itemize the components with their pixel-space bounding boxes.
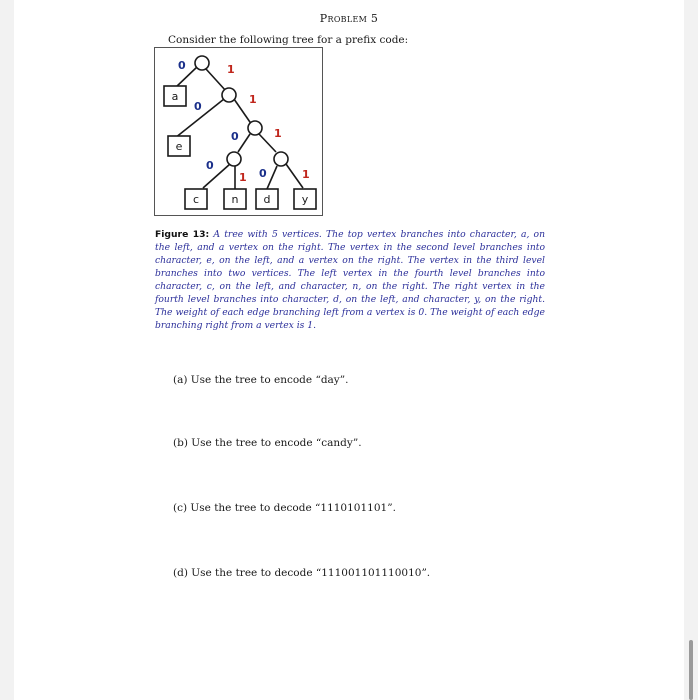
left-margin (0, 0, 14, 700)
problem-intro: Consider the following tree for a prefix code: (168, 34, 409, 46)
figure-caption (155, 228, 545, 332)
question-d: (d) Use the tree to decode “111001101110010”. (173, 567, 431, 579)
label-root-right: 1 (227, 63, 235, 76)
caption-text: A tree with 5 vertices. The top vertex branches into character, a, on the left, and a vertex on the right. The vertex in the second level branches into character, e, on the left, and a vertex on the right. The vertex in the third level branches into two vertices. The left vertex in the fourth level branches into character, c, on the left, and character, n, on the right. The right vertex in the fourth level branches into character, d, on the left, and character, y, on the right. The weight of each edge branching left from a vertex is 0. The weight of each edge branching right from a vertex is 1. (155, 229, 546, 331)
leaf-a: a (171, 90, 179, 103)
problem-title: Problem 5 (319, 12, 379, 25)
label-root-left: 0 (178, 59, 186, 72)
question-a: (a) Use the tree to encode “day”. (173, 374, 349, 386)
label-level3-left: 0 (231, 130, 239, 143)
label-level4a-left: 0 (206, 159, 214, 172)
caption-lead: Figure 13: (155, 229, 210, 240)
vertex-level2 (222, 88, 236, 102)
scrollbar-thumb[interactable] (689, 640, 693, 700)
leaf-c: c (192, 193, 200, 206)
leaf-y: y (301, 193, 309, 206)
edge-v3-v4a (238, 134, 250, 152)
label-level2-left: 0 (194, 100, 202, 113)
vertex-level4-right (274, 152, 288, 166)
label-level4a-right: 1 (239, 171, 247, 184)
label-level4b-left: 0 (259, 167, 267, 180)
leaf-n: n (231, 193, 239, 206)
label-level2-right: 1 (249, 93, 257, 106)
label-level3-right: 1 (274, 127, 282, 140)
scrollbar-track[interactable] (684, 0, 698, 700)
tree-diagram (155, 48, 322, 215)
edge-v4b-d (267, 166, 277, 189)
label-level4b-right: 1 (302, 168, 310, 181)
question-b: (b) Use the tree to encode “candy”. (173, 437, 362, 449)
leaf-d: d (263, 193, 271, 206)
question-c: (c) Use the tree to decode “1110101101”. (173, 502, 396, 514)
prefix-code-tree (154, 47, 323, 216)
leaf-e: e (175, 140, 183, 153)
vertex-level4-left (227, 152, 241, 166)
edge-root-v2 (206, 69, 226, 91)
vertex-level3 (248, 121, 262, 135)
vertex-root (195, 56, 209, 70)
edge-v4b-y (286, 164, 303, 188)
